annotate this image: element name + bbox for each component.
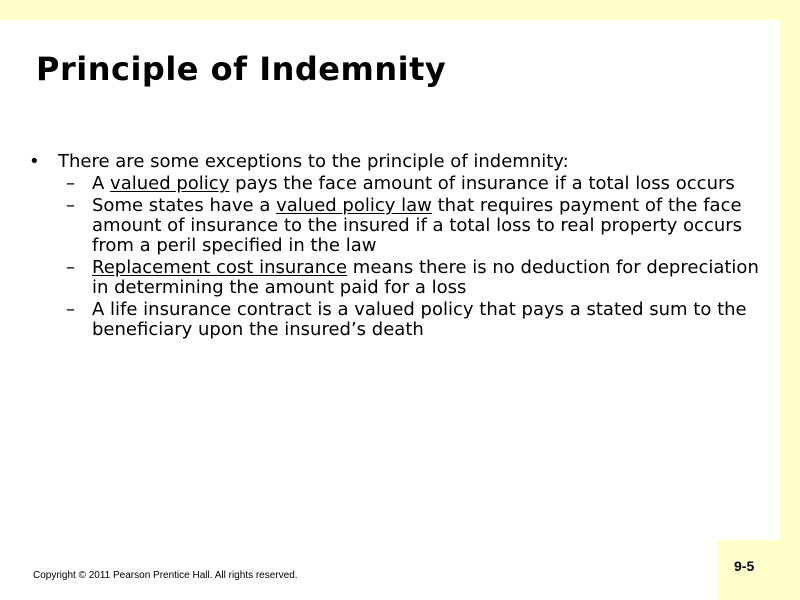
main-bullet-text: There are some exceptions to the principle of indemnity: bbox=[58, 151, 569, 172]
top-accent-bar bbox=[0, 0, 800, 20]
right-accent-bar bbox=[780, 0, 800, 600]
sub-bullet-replacement-cost bbox=[28, 258, 778, 298]
slide-title: Principle of Indemnity bbox=[36, 50, 447, 88]
copyright-notice: Copyright © 2011 Pearson Prentice Hall. All rights reserved. bbox=[33, 570, 298, 581]
dash-mark: – bbox=[66, 257, 75, 278]
sub-bullet-pre: A life insurance contract is a valued policy that pays a stated sum to the beneficiary upon the insured’s death bbox=[92, 299, 747, 340]
sub-bullet-term: valued policy bbox=[110, 173, 230, 194]
sub-bullet-term: Replacement cost insurance bbox=[92, 257, 348, 278]
sub-bullet-valued-policy-law bbox=[28, 196, 778, 256]
bullet-mark: • bbox=[29, 151, 40, 172]
page-number-box bbox=[718, 540, 800, 600]
sub-bullet-post: means there is no deduction for depreciation in determining the amount paid for a loss bbox=[92, 257, 759, 298]
sub-bullet-pre: A bbox=[92, 173, 111, 194]
sub-bullet-valued-policy bbox=[28, 174, 778, 194]
sub-bullet-pre: Some states have a bbox=[92, 195, 277, 216]
sub-bullet-post: pays the face amount of insurance if a total loss occurs bbox=[229, 173, 735, 194]
main-bullet bbox=[28, 152, 778, 172]
slide-content bbox=[28, 152, 778, 342]
dash-mark: – bbox=[66, 173, 75, 194]
dash-mark: – bbox=[66, 299, 75, 320]
page-number: 9-5 bbox=[734, 558, 755, 574]
dash-mark: – bbox=[66, 195, 75, 216]
sub-bullet-life-insurance bbox=[28, 300, 778, 340]
sub-bullet-post: that requires payment of the face amount of insurance to the insured if a total loss to real property occurs from a peril specified in the law bbox=[92, 195, 743, 256]
sub-bullet-term: valued policy law bbox=[276, 195, 432, 216]
